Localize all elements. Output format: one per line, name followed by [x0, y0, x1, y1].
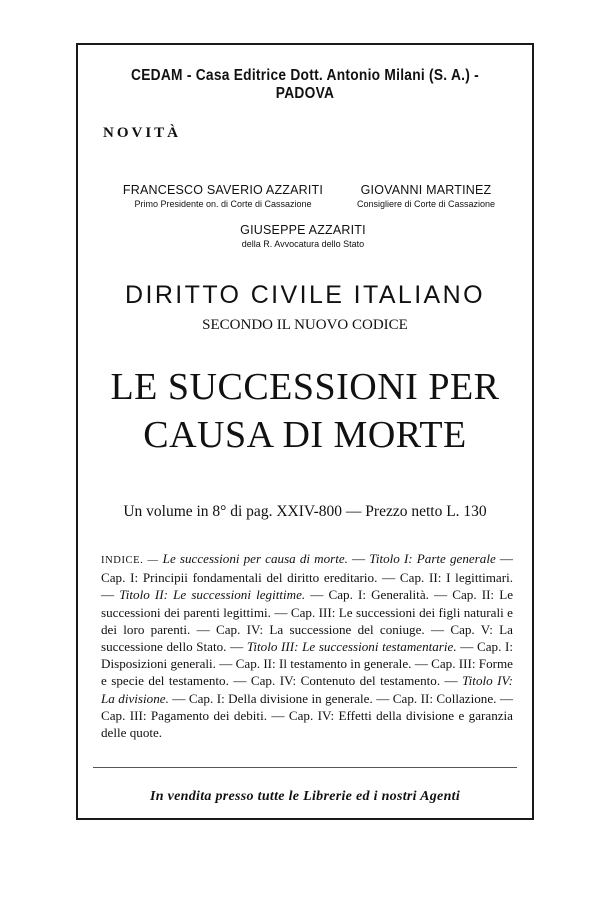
index-heading: Titolo I: Parte generale — [369, 551, 496, 566]
index-heading: Titolo III: Le successioni testamentarie. — [246, 639, 457, 655]
author-role: Primo Presidente on. di Corte di Cassazione — [134, 199, 312, 209]
index-text: — Cap. I: Generalità. — Cap. II: Le successioni dei parenti legittimi. — Cap. III: Le successioni dei figli naturali e dei loro parenti. — Cap. IV: La successione del coniuge. — Cap. V: La successione dello Stato. — — [101, 587, 514, 655]
subtitle: SECONDO IL NUOVO CODICE — [202, 317, 408, 333]
book-title-line-1: LE SUCCESSIONI PER — [110, 366, 500, 408]
index-lead: INDICE. — — [101, 555, 159, 566]
book-title-line-2: CAUSA DI MORTE — [143, 414, 467, 456]
author-3 — [188, 223, 418, 249]
author-name: GIUSEPPE AZZARITI — [240, 223, 366, 237]
series-title: DIRITTO CIVILE ITALIANO — [125, 281, 485, 309]
index-text: — Cap. I: Disposizioni generali. — Cap. II: Il testamento in generale. — Cap. III: Forme e specie del testamento. — Cap. IV: Contenuto del testamento. — — [101, 639, 513, 689]
publisher-line: CEDAM - Casa Editrice Dott. Antonio Milani (S. A.) - PADOVA — [130, 67, 479, 102]
index-heading: Titolo II: Le successioni legittime. — [119, 587, 306, 603]
author-role: della R. Avvocatura dello Stato — [241, 239, 365, 249]
author-name: FRANCESCO SAVERIO AZZARITI — [122, 183, 324, 197]
index-text: — Cap. I: Della divisione in generale. — Cap. II: Collazione. — Cap. III: Pagamento dei debiti. — Cap. IV: Effetti della divisione e garanzia delle quote. — [101, 690, 513, 741]
author-2 — [331, 183, 521, 209]
advertisement-frame — [76, 43, 534, 820]
section-label: NOVITÀ — [103, 125, 182, 141]
author-name: GIOVANNI MARTINEZ — [360, 183, 492, 197]
author-1 — [113, 183, 333, 209]
index-text: — — [347, 551, 370, 566]
index-heading: Le successioni per causa di morte. — [162, 551, 348, 566]
divider — [93, 767, 517, 768]
index-heading: Titolo IV: La divisione. — [101, 673, 513, 706]
sales-note: In vendita presso tutte le Librerie ed i nostri Agenti — [149, 789, 461, 804]
index-text: — Cap. I: Principii fondamentali del diritto ereditario. — Cap. II: I legittimari. — — [101, 551, 513, 603]
author-role: Consigliere di Corte di Cassazione — [356, 199, 496, 209]
table-of-contents — [101, 550, 513, 741]
book-title — [78, 363, 532, 459]
volume-info: Un volume in 8° di pag. XXIV-800 — Prezzo netto L. 130 — [123, 503, 487, 520]
